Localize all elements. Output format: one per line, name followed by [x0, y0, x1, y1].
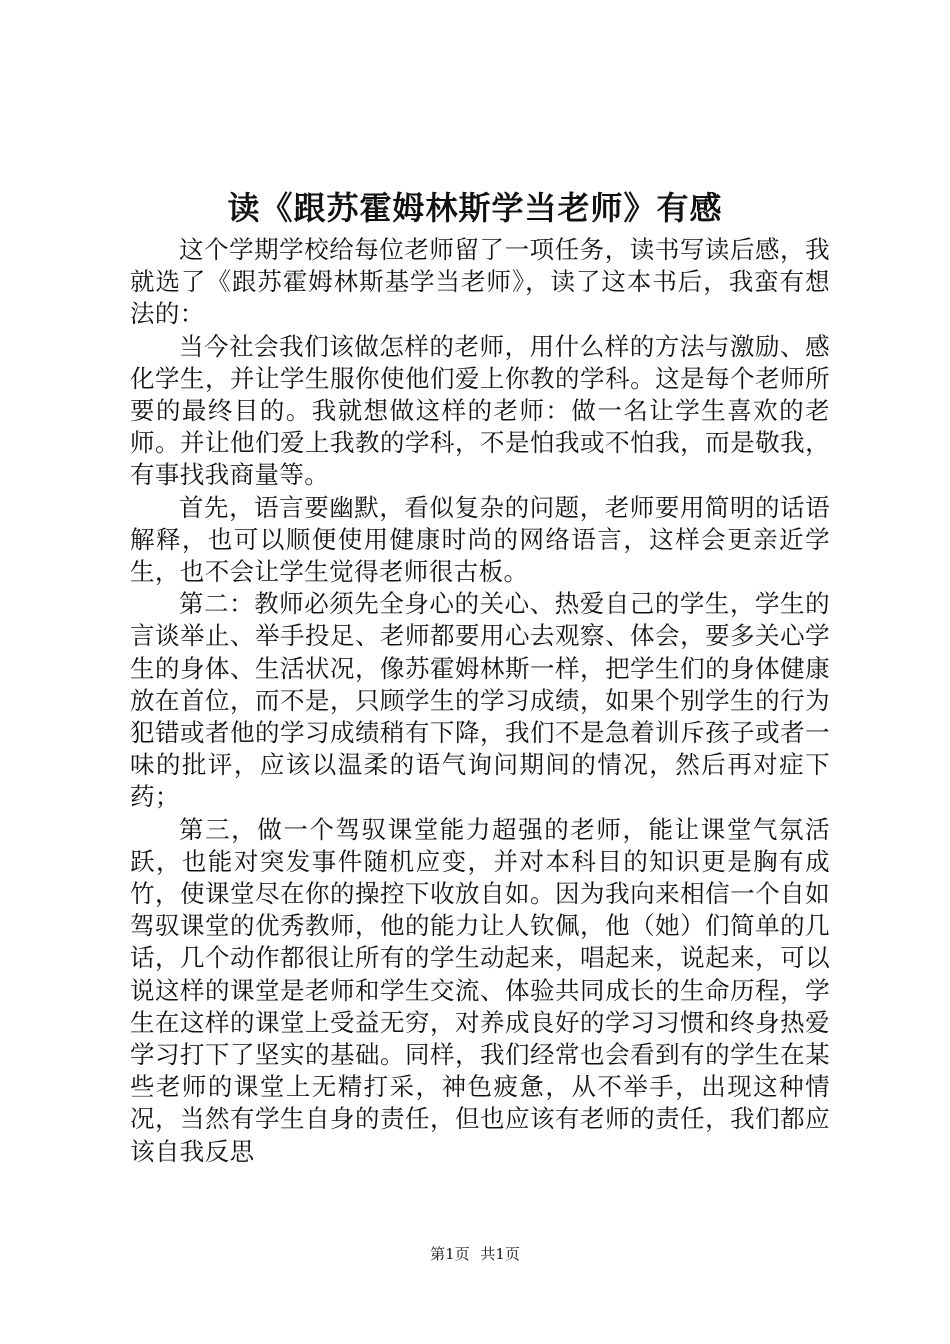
page-footer [0, 1243, 950, 1265]
document-title: 读《跟苏霍姆林斯学当老师》有感 [227, 189, 723, 227]
paragraph-teacher-goal: 当今社会我们该做怎样的老师，用什么样的方法与激励、感化学生，并让学生服你使他们爱上你教的学科。这是每个老师所要的最终目的。我就想做这样的老师：做一名让学生喜欢的老师。并让他们爱上我教的学科，不是怕我或不怕我，而是敬我，有事找我商量等。 [130, 331, 830, 490]
page-number-total: 共1页 [480, 1245, 520, 1263]
paragraph-third-point: 第三，做一个驾驭课堂能力超强的老师，能让课堂气氛活跃，也能对突发事件随机应变，并对本科目的知识更是胸有成竹，使课堂尽在你的操控下收放自如。因为我向来相信一个自如驾驭课堂的优秀教师，他的能力让人钦佩，他（她）们简单的几话，几个动作都很让所有的学生动起来，唱起来，说起来，可以说这样的课堂是老师和学生交流、体验共同成长的生命历程，学生在这样的课堂上受益无穷，对养成良好的学习习惯和终身热爱学习打下了坚实的基础。同样，我们经常也会看到有的学生在某些老师的课堂上无精打采，神色疲惫，从不举手，出现这种情况，当然有学生自身的责任，但也应该有老师的责任，我们都应该自我反思 [130, 814, 830, 1166]
page-number-current: 第1页 [430, 1245, 470, 1263]
document-body [130, 234, 830, 1168]
paragraph-second-point: 第二：教师必须先全身心的关心、热爱自己的学生，学生的言谈举止、举手投足、老师都要用心去观察、体会，要多关心学生的身体、生活状况，像苏霍姆林斯一样，把学生们的身体健康放在首位，而不是，只顾学生的学习成绩，如果个别学生的行为犯错或者他的学习成绩稍有下降，我们不是急着训斥孩子或者一味的批评，应该以温柔的语气询问期间的情况，然后再对症下药； [130, 589, 830, 812]
paragraph-first-point: 首先，语言要幽默，看似复杂的问题，老师要用简明的话语解释，也可以顺便使用健康时尚的网络语言，这样会更亲近学生，也不会让学生觉得老师很古板。 [130, 492, 830, 587]
paragraph-intro: 这个学期学校给每位老师留了一项任务，读书写读后感，我就选了《跟苏霍姆林斯基学当老师》，读了这本书后，我蛮有想法的： [130, 235, 830, 329]
